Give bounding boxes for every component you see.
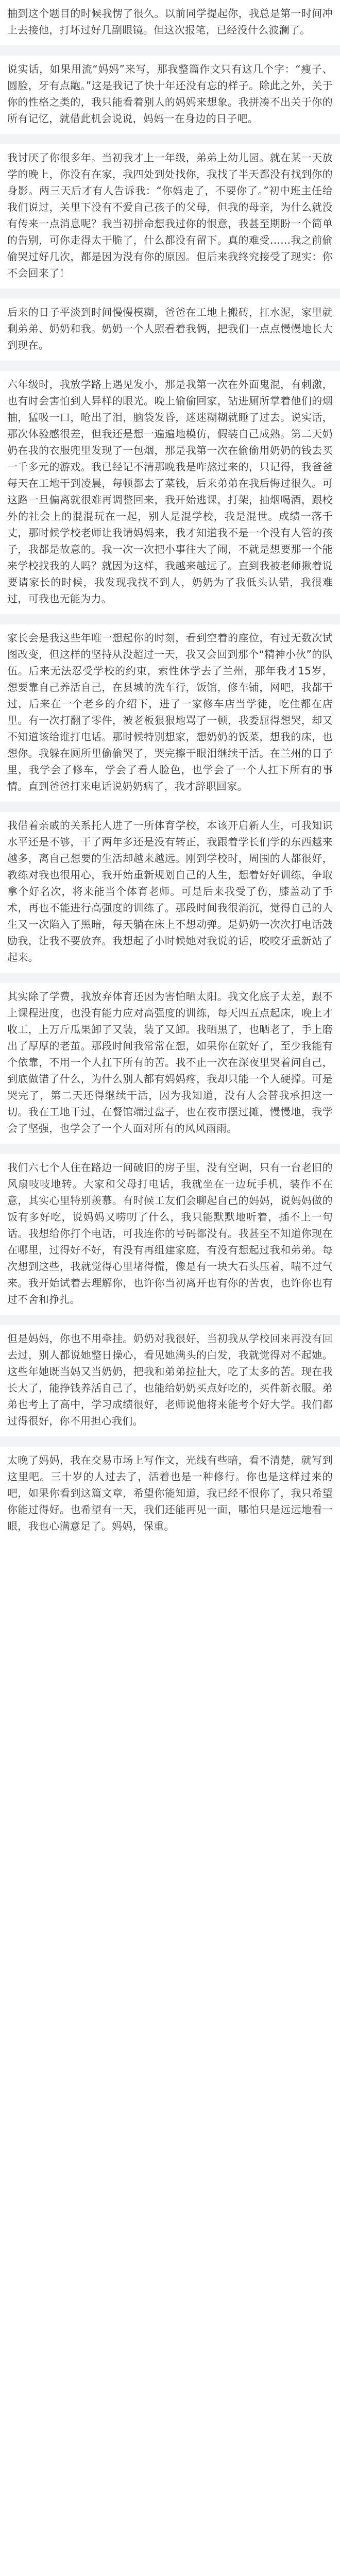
paragraph-block (0, 983, 340, 1144)
paragraph-block (0, 624, 340, 802)
paragraph: 太晚了妈妈，我在交易市场上写作文，光线有些暗，看不清楚，就写到这里吧。三十岁的人过去了，活着也是一种修行。你也是这样过来的吧，如果你看到这篇文章，希望你能知道，我已经不恨你了，我只希望你能过得好。也希望有一天，我们还能再见一面，哪怕只是远远地看一眼，我也心满意足了。妈妈，保重。 (7, 1454, 333, 1532)
divider (0, 1144, 340, 1154)
divider (0, 289, 340, 299)
paragraph: 我讨厌了你很多年。当初我才上一年级，弟弟上幼儿园。就在某一天放学的晚上，你没有在家，我四处到处找你，我找了半天都没有找到你的身影。两三天后才有人告诉我：“你妈走了，不要你了。”初中班主任给我们说过，关里下没有不爱自己孩子的父母，但我的母亲，为什么就没有传来一点消息呢？我当初拼命想我过你的恨意，我甚至期盼一个简单的告别，可你走得太干脆了，什么都没有留下。真的难受……我之前偷偷哭过好几次，都是因为没有你的原因。但后来我终究接受了现实：你不会回来了！ (7, 151, 333, 279)
paragraph-block (0, 812, 340, 973)
divider (0, 614, 340, 624)
paragraph-block (0, 299, 340, 361)
divider (0, 802, 340, 812)
divider (0, 361, 340, 371)
paragraph: 其实除了学费，我放弃体育还因为害怕晒太阳。我文化底子太差，跟不上课程进度，也没有能力应对高强度的训练，每天四五点起床，晚上才收工，上万斤瓜果卸了又装，装了又卸。我晒黑了，也晒老了，手上磨出了厚厚的老茧。那段时间我常常在想，如果你在就好了，至少我能有个依靠，不用一个人扛下所有的苦。我不止一次在深夜里哭着问自己，到底做错了什么，为什么别人都有妈妈疼，我却只能一个人硬撑。可是哭完了，第二天还得继续干活，因为我知道，没有人会替我承担这一切。我在工地干过，在餐馆端过盘子，也在夜市摆过摊，慢慢地，我学会了坚强，也学会了一个人面对所有的风风雨雨。 (7, 990, 333, 1134)
paragraph-block (0, 0, 340, 45)
paragraph-block (0, 144, 340, 289)
paragraph: 我们六七个人住在路边一间破旧的房子里，没有空调，只有一台老旧的风扇吱吱地转。大家和父母打电话，我就坐在一边玩手机，装作不在意，其实心里特别羡慕。有时候工友们会聊起自己的妈妈，说妈妈做的饭有多好吃，说妈妈又唠叨了什么，我只能默默地听着，插不上一句话。我想给你打个电话，可我连你的号码都没有。我甚至不知道你现在在哪里，过得好不好，有没有再组建家庭，有没有想起过我和弟弟。每次想到这些，我就觉得心里堵得慌，像是有一块大石头压着，喘不过气来。我开始试着去理解你，也许你当初离开也有你的苦衷，也许你也有过不舍和挣扎。 (7, 1161, 333, 1306)
paragraph: 家长会是我这些年唯一想起你的时刻，看到空着的座位，有过无数次试图改变，但这样的坚持从没超过一天，我又会回到那个“精神小伙”的队伍。后来无法忍受学校的约束，索性休学去了兰州，那年我才15岁，想要靠自己养活自己，在县城的洗车行，饭馆，修车铺，网吧，我都干过，后来在一个老乡的介绍下，进了一家修车店当学徒，吃住都在店里。有一次打翻了零件，被老板狠狠地骂了一顿，我委屈得想哭，却又不知道该给谁打电话。那时候特别想家，想奶奶的饭菜，想我的床，也想你。我躲在厕所里偷偷哭了，哭完擦干眼泪继续干活。在兰州的日子里，我学会了修车，学会了看人脸色，也学会了一个人扛下所有的事情。直到爸爸打来电话说奶奶病了，我才辞职回家。 (7, 632, 333, 792)
paragraph: 说实话，如果用流“妈妈”来写，那我整篇作文只有这几个字：“瘦子、圆脸，牙有点龅。”这是我记了快十年还没有忘的样子。除此之外，关于你的性格之类的，我只能看着别人的妈妈来想象。我拼凑不出关于你的所有记忆，就借此机会说说，妈妈一在身边的日子吧。 (7, 63, 333, 125)
paragraph: 但是妈妈，你也不用牵挂。奶奶对我很好，当初我从学校回来再没有回去过，别人都说她整日操心，看见她满头的白发，我就觉得对不起她。这些年她既当妈又当奶奶，把我和弟弟拉扯大，吃了太多的苦。现在我长大了，能挣钱养活自己了，也能给奶奶买点好吃的，买件新衣服。弟弟也考上了高中，学习成绩很好，老师说他将来能考个好大学。我们都过得很好，你不用担心我们。 (7, 1332, 333, 1427)
paragraph-block (0, 56, 340, 134)
divider (0, 45, 340, 56)
divider (0, 973, 340, 983)
paragraph: 我借着亲戚的关系托人进了一所体育学校，本该开启新人生，可我知识水平还是不够，干了两年多还是没有转正，我跟着学长们学的东西越来越多，离自己想要的生活却越来越远。刚到学校时，周围的人都很好，教练对我也很用心，我开始重新规划自己的人生，想着好好训练，争取拿个好名次，将来能当个体育老师。可是后来我受了伤，膝盖动了手术，再也不能进行高强度的训练了。那段时间我很消沉，觉得自己的人生又一次陷入了黑暗，每天躺在床上不想动弹。是奶奶一次次打电话鼓励我，让我不要放弃。我想起了小时候她对我说的话，咬咬牙重新站了起来。 (7, 819, 333, 963)
divider (0, 1436, 340, 1447)
divider (0, 1315, 340, 1325)
divider (0, 134, 340, 144)
paragraph-block (0, 1447, 340, 1541)
paragraph-block (0, 1154, 340, 1315)
paragraph: 抽到这个题目的时候我愣了很久。以前同学提起你，我总是第一时间冲上去接他，打坏过好几副眼镜。但这次报笔，已经没什么波澜了。 (7, 7, 333, 36)
paragraph: 六年级时，我放学路上遇见发小，那是我第一次在外面鬼混，有刺激，也有时会害怕到人异样的眼光。晚上偷偷回家，钻进厕所掌着他们的烟抽，猛吸一口，呛出了泪，脑袋发昏，迷迷糊糊就睡了过去。说实话，那次体验感很差，但我还是想一遍遍地模仿，假装自己成熟。第二天奶奶在我的衣服兜里发现了一包烟，那是我第一次在偷偷用奶奶的钱去买一千多元的游戏。我已经记不清那晚我是咋熬过来的，只记得，我爸爸每天在工地干到凌晨，每顿都去了菜钱，后来弟弟在我后悔过很久。可这路一旦偏离就很难再调整回来，我开始逃课，打架，抽烟喝酒，跟校外的社会上的混混玩在一起，别人是混学校，我是混世。成绩一落千丈，那时候学校老师让我请妈妈来，我才知道我不是一个没有人管的孩子，我都是故意的。我一次一次把小事往大了闹，不就是想要那一个能来学校找我的人吗？就因为这样，我越来越远了。直到我被老师揪着说要请家长的时候，我发现我找不到人，奶奶为了我低头认错，我很难过，可我也无能为力。 (7, 378, 333, 605)
paragraph-block (0, 1325, 340, 1436)
paragraph: 后来的日子平淡到时间慢慢模糊，爸爸在工地上搬砖，扛水泥，家里就剩弟弟、奶奶和我。奶奶一个人照看着我俩，把我们一点点慢慢地长大到现在。 (7, 306, 333, 351)
paragraph-block (0, 371, 340, 614)
